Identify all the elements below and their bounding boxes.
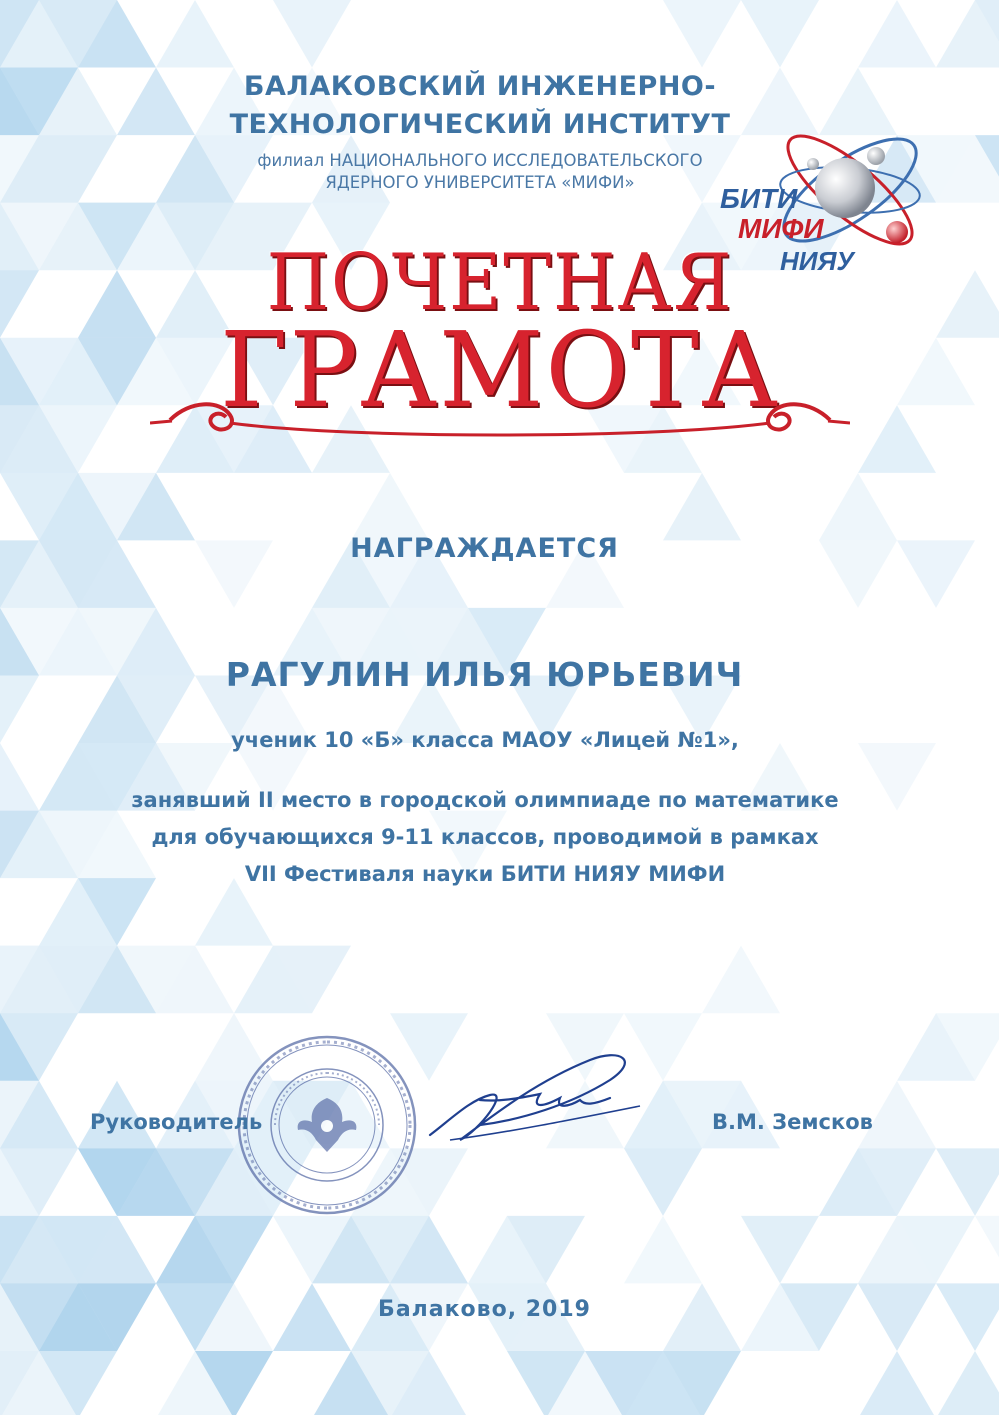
background-triangle	[741, 0, 819, 68]
institute-branch	[180, 150, 780, 194]
signer-name: В.М. Земсков	[712, 1110, 873, 1134]
background-triangle	[702, 946, 780, 1014]
background-triangle	[936, 1351, 999, 1415]
background-triangle	[858, 0, 936, 68]
background-triangle	[858, 1351, 936, 1415]
title-flourish	[150, 395, 850, 445]
handwritten-signature	[420, 1040, 660, 1160]
signature-role: Руководитель	[90, 1110, 263, 1134]
recipient-name: РАГУЛИН ИЛЬЯ ЮРЬЕВИЧ	[225, 655, 744, 694]
background-triangle	[819, 473, 897, 541]
recipient-info: ученик 10 «Б» класса МАОУ «Лицей №1»,	[231, 728, 739, 752]
logo-text-niyau: НИЯУ	[780, 246, 855, 276]
logo-text-mifi: МИФИ	[738, 213, 824, 244]
background-triangle	[0, 270, 39, 338]
background-triangle	[663, 473, 741, 541]
institute-name-line2: ТЕХНОЛОГИЧЕСКИЙ ИНСТИТУТ	[229, 109, 731, 140]
background-triangle	[936, 270, 999, 338]
background-triangle	[156, 0, 234, 68]
background-triangle	[0, 743, 39, 811]
achievement-line1: занявший II место в городской олимпиаде по математике	[131, 788, 839, 812]
background-triangle	[351, 473, 429, 541]
background-triangle	[975, 1216, 999, 1284]
title-line1: ПОЧЕТНАЯ	[266, 238, 734, 328]
institute-name-line1: БАЛАКОВСКИЙ ИНЖЕНЕРНО-	[243, 71, 717, 102]
logo-text-biti: БИТИ	[720, 183, 798, 214]
awarded-label: НАГРАЖДАЕТСЯ	[350, 533, 619, 564]
background-triangle	[897, 338, 975, 406]
title-line2: ГРАМОТА	[219, 309, 781, 431]
institute-branch-line1: филиал НАЦИОНАЛЬНОГО ИССЛЕДОВАТЕЛЬСКОГО	[257, 151, 703, 170]
place-year: Балаково, 2019	[378, 1297, 591, 1322]
background-triangle	[663, 0, 741, 68]
achievement-line2: для обучающихся 9-11 классов, проводимой в рамках	[151, 825, 819, 849]
institute-branch-line2: ЯДЕРНОГО УНИВЕРСИТЕТА «МИФИ»	[325, 173, 635, 192]
background-triangle	[273, 0, 351, 68]
achievement-text	[60, 782, 910, 893]
background-triangle	[741, 1216, 819, 1284]
background-triangle	[624, 1216, 702, 1284]
background-triangle	[936, 1148, 999, 1216]
achievement-line3: VII Фестиваля науки БИТИ НИЯУ МИФИ	[244, 862, 726, 886]
